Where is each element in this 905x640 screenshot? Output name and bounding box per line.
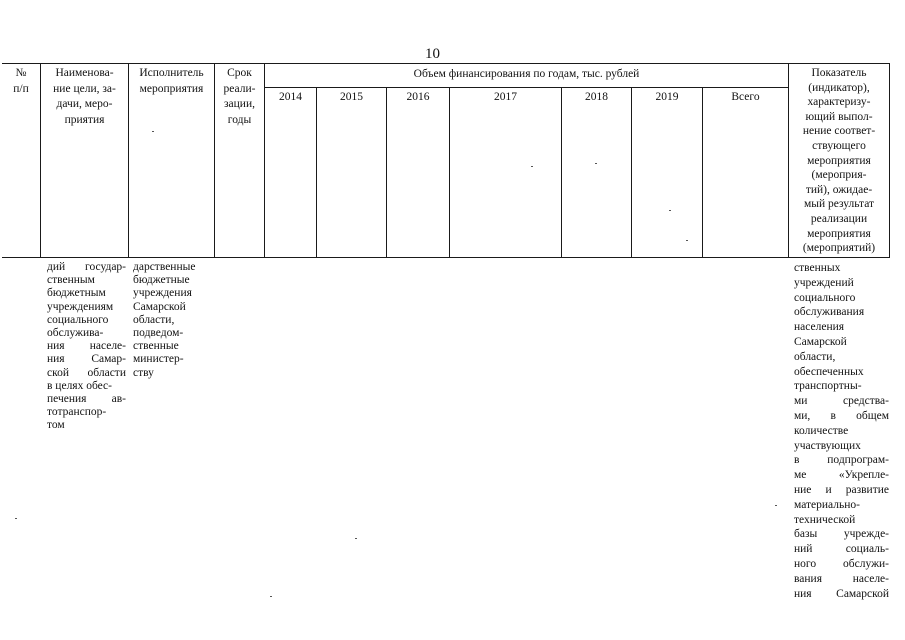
year-2018: 2018 [585, 91, 608, 103]
body-indicator-text: ственных учреждений социального обслуживания населения Самарской области, обеспеченных транспортны- ми средства- ми, в общем количестве участвующих в подпрограм- ме «Укрепле- ние и развитие материально- технической базы учрежде- ний социаль- ного обслужи- вания населе- ния Самарской [794, 262, 889, 600]
body-executor-text: дарственные бюджетные учреждения Самарской области, подведом- ственные министер- ству [133, 261, 196, 379]
header-num: № п/п [13, 67, 29, 95]
header-term: Срок реали- зации, годы [223, 67, 256, 126]
year-total: Всего [731, 91, 760, 103]
header-name: Наименова- ние цели, за- дачи, меро- приятия [53, 67, 116, 126]
header-indicator: Показатель (индикатор), характеризу- ющий выпол- нение соответ- ствующего мероприятия (мероприя- тий), ожидае- мый результат реализации мероприятия (мероприятий) [802, 67, 876, 255]
header-financing: Объем финансирования по годам, тыс. рублей [413, 68, 640, 80]
header-executor: Исполнитель мероприятия [139, 67, 204, 95]
year-2017: 2017 [494, 91, 517, 103]
body-name-text: дий государ- ственным бюджетным учреждениям социального обслужива- ния населе- ния Самар- ской области в целях обес- печения ав- тотранспор- том [47, 261, 126, 432]
year-2015: 2015 [340, 91, 363, 103]
page-number: 10 [425, 46, 440, 62]
year-2014: 2014 [279, 91, 302, 103]
year-2016: 2016 [406, 91, 430, 103]
year-2019: 2019 [655, 91, 679, 103]
